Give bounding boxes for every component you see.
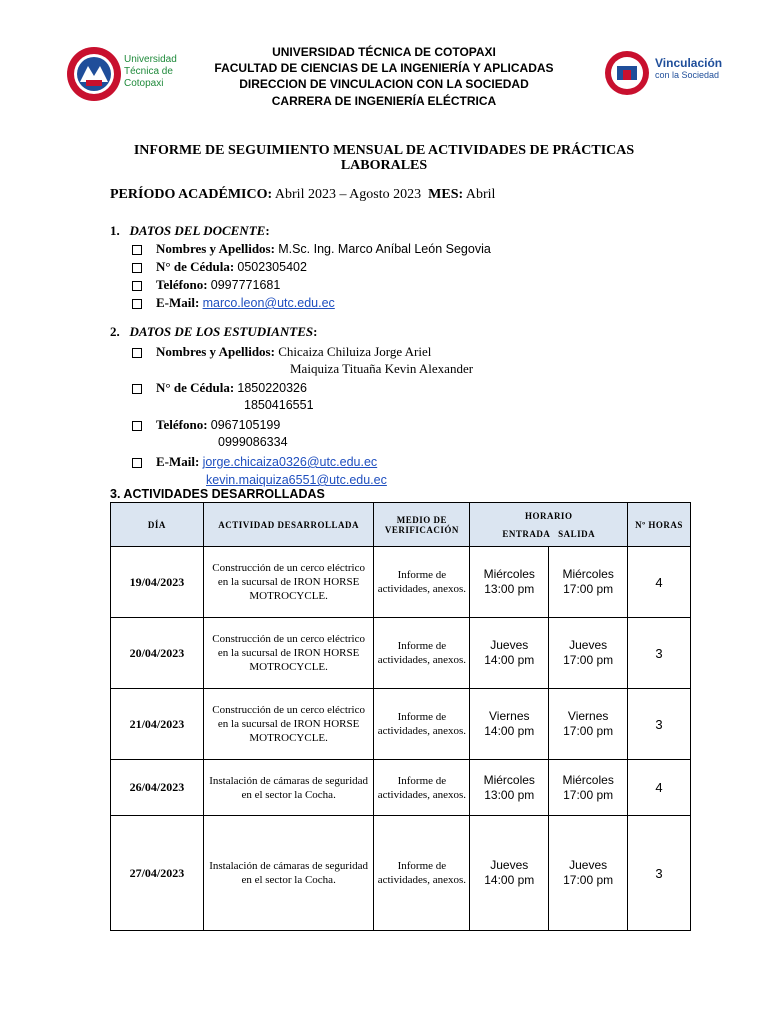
table-cell: Informe de actividades, anexos.	[374, 689, 470, 760]
table-cell: Instalación de cámaras de seguridad en el sector la Cocha.	[203, 760, 374, 816]
bullet-icon	[132, 384, 142, 394]
table-row	[111, 547, 691, 618]
estudiante-email-link-2[interactable]: kevin.maiquiza6551@utc.edu.ec	[206, 473, 387, 487]
table-cell: 4	[628, 547, 691, 618]
col-horario: HORARIO ENTRADA SALIDA	[470, 503, 628, 547]
docente-telefono: Teléfono: 0997771681	[132, 276, 491, 294]
col-horas: Nº HORAS	[628, 503, 691, 547]
table-cell: 27/04/2023	[111, 816, 204, 931]
vinculacion-logo	[604, 50, 650, 96]
report-title-line2: LABORALES	[340, 158, 428, 173]
table-cell: 3	[628, 689, 691, 760]
table-cell: Construcción de un cerco eléctrico en la sucursal de IRON HORSE MOTROCYCLE.	[203, 618, 374, 689]
table-cell: Jueves 14:00 pm	[470, 618, 549, 689]
bullet-icon	[132, 421, 142, 431]
mes-value: Abril	[465, 187, 496, 202]
section-actividades-heading: 3. ACTIVIDADES DESARROLLADAS	[110, 487, 325, 501]
estudiantes-telefono: Teléfono: 0967105199	[132, 416, 473, 434]
table-cell: Informe de actividades, anexos.	[374, 618, 470, 689]
estudiantes-nombres: Nombres y Apellidos: Chicaiza Chiluiza Jorge Ariel	[132, 343, 473, 360]
periodo-value: Abril 2023 – Agosto 2023	[274, 187, 422, 202]
table-cell: 3	[628, 618, 691, 689]
table-cell: Informe de actividades, anexos.	[374, 760, 470, 816]
header-university: UNIVERSIDAD TÉCNICA DE COTOPAXI	[272, 45, 496, 59]
section-estudiantes-heading: 2. DATOS DE LOS ESTUDIANTES:	[110, 324, 318, 339]
bullet-icon	[132, 299, 142, 309]
periodo-line	[110, 187, 495, 203]
report-title-line1: INFORME DE SEGUIMIENTO MENSUAL DE ACTIVIDADES DE PRÁCTICAS	[133, 143, 635, 158]
table-row	[111, 760, 691, 816]
bullet-icon	[132, 348, 142, 358]
table-row	[111, 816, 691, 931]
header-career: CARRERA DE INGENIERÍA ELÉCTRICA	[271, 94, 497, 108]
section-docente-heading: 1. DATOS DEL DOCENTE:	[110, 223, 270, 238]
estudiantes-cedula: N° de Cédula: 1850220326	[132, 379, 473, 397]
estudiantes-list	[132, 343, 473, 489]
mes-label: MES:	[428, 187, 464, 202]
table-row	[111, 689, 691, 760]
table-cell: 26/04/2023	[111, 760, 204, 816]
col-actividad: ACTIVIDAD DESARROLLADA	[203, 503, 374, 547]
bullet-icon	[132, 245, 142, 255]
utc-logo-text: Universidad Técnica de Cotopaxi	[124, 54, 177, 89]
col-dia: DÍA	[111, 503, 204, 547]
table-row	[111, 618, 691, 689]
table-cell: Jueves 14:00 pm	[470, 816, 549, 931]
docente-email-link[interactable]: marco.leon@utc.edu.ec	[202, 296, 335, 310]
header-faculty: FACULTAD DE CIENCIAS DE LA INGENIERÍA Y APLICADAS	[214, 61, 554, 75]
table-cell: Informe de actividades, anexos.	[374, 816, 470, 931]
table-cell: 4	[628, 760, 691, 816]
table-cell: 20/04/2023	[111, 618, 204, 689]
estudiante-email-link-1[interactable]: jorge.chicaiza0326@utc.edu.ec	[202, 455, 378, 469]
table-cell: Jueves 17:00 pm	[549, 618, 628, 689]
table-cell: Miércoles 17:00 pm	[549, 547, 628, 618]
docente-list	[132, 240, 491, 312]
bullet-icon	[132, 458, 142, 468]
table-cell: Informe de actividades, anexos.	[374, 547, 470, 618]
table-cell: Construcción de un cerco eléctrico en la sucursal de IRON HORSE MOTROCYCLE.	[203, 689, 374, 760]
vinculacion-logo-text: Vinculación con la Sociedad	[655, 56, 723, 80]
table-cell: Instalación de cámaras de seguridad en el sector la Cocha.	[203, 816, 374, 931]
table-cell: Miércoles 17:00 pm	[549, 760, 628, 816]
header-direction: DIRECCION DE VINCULACION CON LA SOCIEDAD	[239, 77, 529, 91]
docente-cedula: N° de Cédula: 0502305402	[132, 258, 491, 276]
table-cell: Construcción de un cerco eléctrico en la sucursal de IRON HORSE MOTROCYCLE.	[203, 547, 374, 618]
docente-email: E-Mail: marco.leon@utc.edu.ec	[132, 294, 491, 312]
table-cell: Miércoles 13:00 pm	[470, 760, 549, 816]
estudiante-nombre-2: Maiquiza Tituaña Kevin Alexander	[290, 361, 474, 376]
table-cell: 19/04/2023	[111, 547, 204, 618]
table-cell: 3	[628, 816, 691, 931]
bullet-icon	[132, 263, 142, 273]
actividades-table	[110, 502, 691, 931]
col-medio: MEDIO DE VERIFICACIÓN	[374, 503, 470, 547]
bullet-icon	[132, 281, 142, 291]
periodo-label: PERÍODO ACADÉMICO:	[110, 187, 273, 202]
estudiante-telefono-2: 0999086334	[218, 435, 288, 449]
table-cell: Viernes 14:00 pm	[470, 689, 549, 760]
estudiante-cedula-2: 1850416551	[244, 398, 314, 412]
docente-nombres: Nombres y Apellidos: M.Sc. Ing. Marco Aníbal León Segovia	[132, 240, 491, 258]
table-cell: 21/04/2023	[111, 689, 204, 760]
table-cell: Jueves 17:00 pm	[549, 816, 628, 931]
table-header-row	[111, 503, 691, 547]
estudiantes-email: E-Mail: jorge.chicaiza0326@utc.edu.ec	[132, 453, 473, 471]
table-cell: Miércoles 13:00 pm	[470, 547, 549, 618]
table-cell: Viernes 17:00 pm	[549, 689, 628, 760]
